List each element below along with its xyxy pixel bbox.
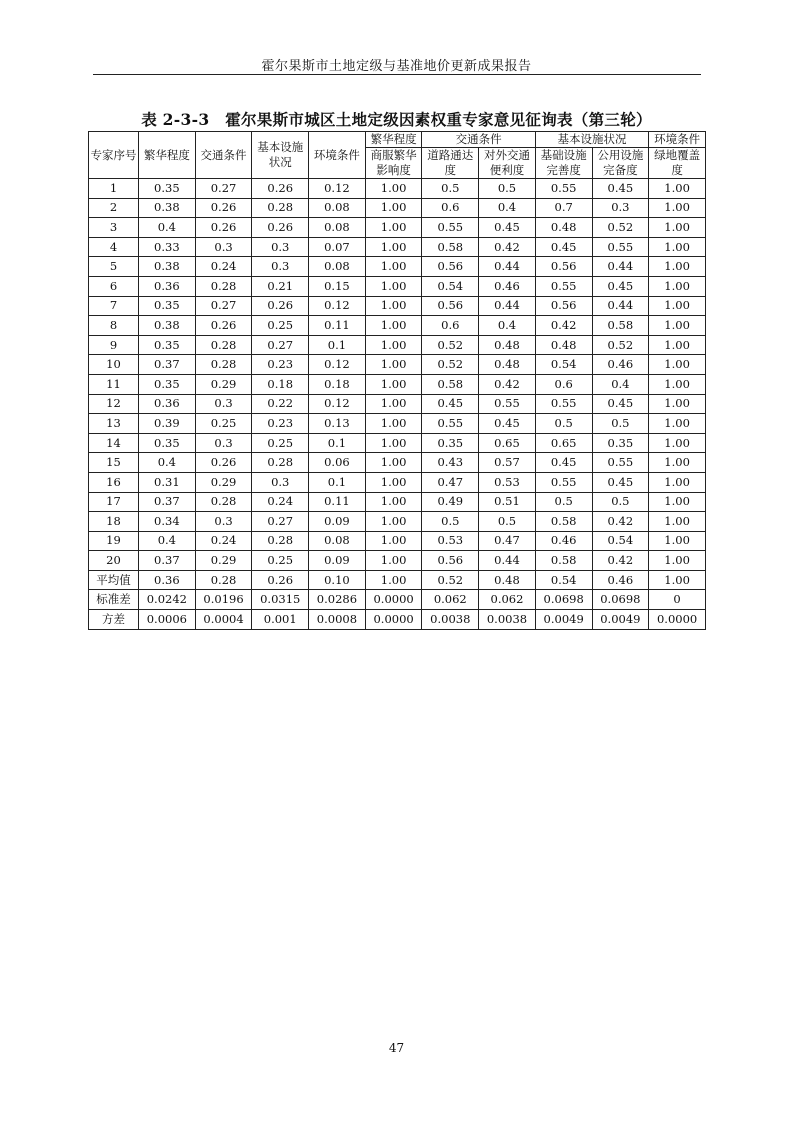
table-cell: 0.35 <box>139 179 196 199</box>
table-cell: 0.18 <box>252 374 309 394</box>
table-cell: 0.58 <box>535 512 592 532</box>
table-cell: 0.21 <box>252 276 309 296</box>
table-row <box>89 590 706 610</box>
table-cell: 1.00 <box>365 374 422 394</box>
table-row <box>89 179 706 199</box>
table-cell: 0.26 <box>195 198 252 218</box>
table-cell: 1.00 <box>649 492 706 512</box>
table-cell: 1.00 <box>365 492 422 512</box>
table-cell: 1.00 <box>365 179 422 199</box>
table-cell: 0.46 <box>479 276 536 296</box>
table-cell: 0.47 <box>479 531 536 551</box>
table-cell: 0.4 <box>139 531 196 551</box>
table-cell: 0.23 <box>252 414 309 434</box>
row-label-cell: 2 <box>89 198 139 218</box>
table-cell: 0.11 <box>309 492 366 512</box>
table-row <box>89 218 706 238</box>
group-head-infrastructure: 基本设施状况 <box>535 132 648 148</box>
table-cell: 0.52 <box>592 335 649 355</box>
table-cell: 0.0242 <box>139 590 196 610</box>
table-cell: 0.38 <box>139 257 196 277</box>
table-cell: 0.0196 <box>195 590 252 610</box>
table-cell: 0.4 <box>139 218 196 238</box>
table-cell: 1.00 <box>365 355 422 375</box>
table-cell: 0.0000 <box>649 610 706 630</box>
table-cell: 0.0038 <box>479 610 536 630</box>
table-cell: 0.52 <box>422 570 479 590</box>
sub-head-commercial: 商服繁华影响度 <box>365 148 422 179</box>
table-row <box>89 316 706 336</box>
table-cell: 0.08 <box>309 198 366 218</box>
table-cell: 1.00 <box>649 414 706 434</box>
row-label-cell: 15 <box>89 453 139 473</box>
table-cell: 0.0698 <box>535 590 592 610</box>
table-cell: 0.54 <box>535 570 592 590</box>
row-label-cell: 4 <box>89 237 139 257</box>
table-cell: 0.58 <box>422 374 479 394</box>
table-cell: 0.4 <box>139 453 196 473</box>
table-row <box>89 355 706 375</box>
table-cell: 0.09 <box>309 512 366 532</box>
table-cell: 0.48 <box>479 355 536 375</box>
table-cell: 0.062 <box>479 590 536 610</box>
table-cell: 1.00 <box>649 276 706 296</box>
table-cell: 0.24 <box>195 531 252 551</box>
table-cell: 0.35 <box>139 335 196 355</box>
table-cell: 0.38 <box>139 316 196 336</box>
table-cell: 0.55 <box>535 276 592 296</box>
table-cell: 0.55 <box>535 179 592 199</box>
table-cell: 0.37 <box>139 551 196 571</box>
table-cell: 0.6 <box>422 198 479 218</box>
table-cell: 0.28 <box>195 276 252 296</box>
table-cell: 0.56 <box>422 296 479 316</box>
table-cell: 0.12 <box>309 179 366 199</box>
table-cell: 0.12 <box>309 355 366 375</box>
table-cell: 0.42 <box>592 512 649 532</box>
row-label-cell: 13 <box>89 414 139 434</box>
table-cell: 0.45 <box>479 414 536 434</box>
table-cell: 0.37 <box>139 492 196 512</box>
table-cell: 0.44 <box>479 257 536 277</box>
sub-head-road-access: 道路通达度 <box>422 148 479 179</box>
table-cell: 0.52 <box>422 355 479 375</box>
table-cell: 0.26 <box>195 453 252 473</box>
row-label-cell: 19 <box>89 531 139 551</box>
table-cell: 0.39 <box>139 414 196 434</box>
table-cell: 0.45 <box>592 394 649 414</box>
table-cell: 1.00 <box>649 335 706 355</box>
table-cell: 1.00 <box>649 570 706 590</box>
table-cell: 0.56 <box>422 551 479 571</box>
table-cell: 0.0008 <box>309 610 366 630</box>
table-cell: 0.58 <box>422 237 479 257</box>
row-label-cell: 1 <box>89 179 139 199</box>
table-cell: 0.48 <box>535 335 592 355</box>
table-cell: 1.00 <box>649 394 706 414</box>
table-cell: 0.28 <box>195 355 252 375</box>
table-row <box>89 394 706 414</box>
table-cell: 1.00 <box>649 316 706 336</box>
row-label-cell: 5 <box>89 257 139 277</box>
table-cell: 1.00 <box>365 296 422 316</box>
table-cell: 0.0698 <box>592 590 649 610</box>
table-cell: 0.52 <box>422 335 479 355</box>
table-cell: 0.0000 <box>365 610 422 630</box>
table-cell: 0.28 <box>252 453 309 473</box>
table-cell: 0.0049 <box>535 610 592 630</box>
table-cell: 0.3 <box>195 237 252 257</box>
row-label-cell: 14 <box>89 433 139 453</box>
table-cell: 0.56 <box>422 257 479 277</box>
table-cell: 0.3 <box>195 512 252 532</box>
table-row <box>89 335 706 355</box>
table-cell: 0.4 <box>479 198 536 218</box>
table-cell: 0.24 <box>252 492 309 512</box>
table-cell: 1.00 <box>649 179 706 199</box>
table-cell: 0.54 <box>592 531 649 551</box>
table-cell: 0.3 <box>592 198 649 218</box>
table-cell: 0.5 <box>535 414 592 434</box>
table-cell: 0.45 <box>535 453 592 473</box>
table-cell: 0.57 <box>479 453 536 473</box>
table-cell: 0.53 <box>422 531 479 551</box>
table-cell: 1.00 <box>365 453 422 473</box>
table-row <box>89 531 706 551</box>
table-cell: 0.1 <box>309 335 366 355</box>
table-cell: 1.00 <box>365 257 422 277</box>
table-cell: 0.24 <box>195 257 252 277</box>
table-cell: 0.28 <box>195 570 252 590</box>
table-cell: 0.27 <box>195 296 252 316</box>
table-cell: 0.29 <box>195 551 252 571</box>
table-cell: 0.45 <box>479 218 536 238</box>
table-cell: 0.44 <box>592 257 649 277</box>
table-cell: 0.22 <box>252 394 309 414</box>
table-cell: 0.5 <box>535 492 592 512</box>
table-cell: 0.35 <box>139 374 196 394</box>
table-cell: 0.06 <box>309 453 366 473</box>
table-cell: 0.44 <box>479 551 536 571</box>
table-cell: 0.35 <box>139 296 196 316</box>
table-cell: 1.00 <box>649 472 706 492</box>
table-cell: 0.27 <box>252 512 309 532</box>
table-cell: 0.53 <box>479 472 536 492</box>
table-cell: 0.28 <box>252 531 309 551</box>
table-cell: 1.00 <box>365 335 422 355</box>
table-cell: 0.09 <box>309 551 366 571</box>
table-cell: 0.27 <box>195 179 252 199</box>
table-cell: 0.11 <box>309 316 366 336</box>
running-header: 霍尔果斯市土地定级与基准地价更新成果报告 <box>261 59 532 74</box>
sub-head-public-facilities: 公用设施完备度 <box>592 148 649 179</box>
table-cell: 0.08 <box>309 218 366 238</box>
expert-weight-table <box>88 131 706 630</box>
table-cell: 0.3 <box>252 472 309 492</box>
table-cell: 0.65 <box>535 433 592 453</box>
table-row <box>89 374 706 394</box>
table-cell: 0.55 <box>535 472 592 492</box>
table-cell: 0.46 <box>592 570 649 590</box>
row-label-cell: 18 <box>89 512 139 532</box>
table-cell: 0.13 <box>309 414 366 434</box>
table-cell: 0.4 <box>592 374 649 394</box>
table-cell: 0.23 <box>252 355 309 375</box>
table-cell: 0.25 <box>252 433 309 453</box>
table-cell: 0.15 <box>309 276 366 296</box>
table-cell: 0.0315 <box>252 590 309 610</box>
table-cell: 1.00 <box>649 257 706 277</box>
table-cell: 0.5 <box>422 512 479 532</box>
col-head-prosperity: 繁华程度 <box>139 132 196 179</box>
table-cell: 0.4 <box>479 316 536 336</box>
sub-head-green-coverage: 绿地覆盖度 <box>649 148 706 179</box>
table-cell: 0.001 <box>252 610 309 630</box>
table-cell: 0.3 <box>252 237 309 257</box>
table-row <box>89 472 706 492</box>
table-cell: 1.00 <box>365 433 422 453</box>
table-cell: 0.5 <box>479 179 536 199</box>
table-cell: 0.12 <box>309 296 366 316</box>
table-cell: 0.36 <box>139 394 196 414</box>
table-cell: 0.45 <box>535 237 592 257</box>
table-cell: 0.3 <box>252 257 309 277</box>
header-row-top <box>89 132 706 148</box>
sub-head-external-traffic: 对外交通便利度 <box>479 148 536 179</box>
table-cell: 0.5 <box>592 414 649 434</box>
table-cell: 0.26 <box>252 296 309 316</box>
table-cell: 0.12 <box>309 394 366 414</box>
row-label-cell: 10 <box>89 355 139 375</box>
table-body <box>89 179 706 630</box>
row-label-cell: 11 <box>89 374 139 394</box>
table-cell: 1.00 <box>649 374 706 394</box>
table-cell: 0.31 <box>139 472 196 492</box>
table-cell: 0.36 <box>139 276 196 296</box>
table-cell: 1.00 <box>649 296 706 316</box>
row-label-cell: 17 <box>89 492 139 512</box>
table-cell: 0.43 <box>422 453 479 473</box>
table-cell: 1.00 <box>365 472 422 492</box>
table-cell: 0.1 <box>309 433 366 453</box>
table-cell: 1.00 <box>365 276 422 296</box>
table-cell: 0.7 <box>535 198 592 218</box>
table-cell: 0.6 <box>535 374 592 394</box>
table-row <box>89 492 706 512</box>
group-head-environment: 环境条件 <box>649 132 706 148</box>
table-cell: 0.56 <box>535 257 592 277</box>
table-cell: 0.6 <box>422 316 479 336</box>
table-cell: 0.55 <box>422 218 479 238</box>
header-rule <box>93 74 701 75</box>
table-cell: 0.48 <box>479 570 536 590</box>
table-cell: 0.58 <box>592 316 649 336</box>
table-cell: 1.00 <box>649 355 706 375</box>
table-cell: 0.35 <box>139 433 196 453</box>
row-label-cell: 3 <box>89 218 139 238</box>
row-label-cell: 6 <box>89 276 139 296</box>
table-cell: 0.37 <box>139 355 196 375</box>
col-head-traffic: 交通条件 <box>195 132 252 179</box>
table-row <box>89 296 706 316</box>
row-label-cell: 16 <box>89 472 139 492</box>
row-label-cell: 平均值 <box>89 570 139 590</box>
table-cell: 0.35 <box>592 433 649 453</box>
table-cell: 1.00 <box>365 394 422 414</box>
table-cell: 0.25 <box>252 551 309 571</box>
table-cell: 0.26 <box>252 179 309 199</box>
table-row <box>89 453 706 473</box>
table-cell: 0.46 <box>592 355 649 375</box>
table-cell: 0.26 <box>252 570 309 590</box>
table-cell: 0.42 <box>592 551 649 571</box>
table-cell: 1.00 <box>649 531 706 551</box>
group-head-prosperity: 繁华程度 <box>365 132 422 148</box>
group-head-traffic: 交通条件 <box>422 132 535 148</box>
table-cell: 1.00 <box>649 551 706 571</box>
table-cell: 1.00 <box>649 198 706 218</box>
table-title: 表 2-3-3 霍尔果斯市城区土地定级因素权重专家意见征询表（第三轮） <box>141 110 652 129</box>
table-row <box>89 198 706 218</box>
row-label-cell: 12 <box>89 394 139 414</box>
table-row <box>89 570 706 590</box>
table-cell: 0.54 <box>535 355 592 375</box>
table-cell: 0.45 <box>592 179 649 199</box>
col-head-environment: 环境条件 <box>309 132 366 179</box>
table-cell: 0.3 <box>195 394 252 414</box>
table-cell: 1.00 <box>649 512 706 532</box>
table-cell: 0.26 <box>195 316 252 336</box>
table-cell: 0.47 <box>422 472 479 492</box>
table-row <box>89 257 706 277</box>
table-cell: 0.26 <box>195 218 252 238</box>
table-cell: 0.10 <box>309 570 366 590</box>
table-cell: 0.25 <box>252 316 309 336</box>
table-cell: 0.0000 <box>365 590 422 610</box>
table-row <box>89 512 706 532</box>
table-cell: 1.00 <box>649 237 706 257</box>
table-cell: 0.51 <box>479 492 536 512</box>
table-cell: 0.65 <box>479 433 536 453</box>
table-header <box>89 132 706 179</box>
table-cell: 1.00 <box>649 218 706 238</box>
table-cell: 0.29 <box>195 472 252 492</box>
table-cell: 0.56 <box>535 296 592 316</box>
table-row <box>89 551 706 571</box>
row-label-cell: 方差 <box>89 610 139 630</box>
col-head-expert-no: 专家序号 <box>89 132 139 179</box>
table-cell: 1.00 <box>365 316 422 336</box>
table-cell: 0.48 <box>535 218 592 238</box>
table-cell: 0.45 <box>422 394 479 414</box>
table-cell: 0.5 <box>479 512 536 532</box>
table-row <box>89 610 706 630</box>
table-cell: 0.45 <box>592 472 649 492</box>
table-cell: 0.58 <box>535 551 592 571</box>
page-number: 47 <box>388 1041 405 1055</box>
table-cell: 0.55 <box>535 394 592 414</box>
table-cell: 0.29 <box>195 374 252 394</box>
table-cell: 0.18 <box>309 374 366 394</box>
row-label-cell: 7 <box>89 296 139 316</box>
table-cell: 0.0004 <box>195 610 252 630</box>
table-cell: 0.49 <box>422 492 479 512</box>
table-cell: 0.34 <box>139 512 196 532</box>
table-cell: 0.08 <box>309 257 366 277</box>
table-cell: 0.26 <box>252 218 309 238</box>
table-cell: 0.5 <box>592 492 649 512</box>
table-cell: 0.1 <box>309 472 366 492</box>
table-cell: 0.42 <box>479 374 536 394</box>
table-cell: 0.28 <box>195 335 252 355</box>
table-cell: 0.33 <box>139 237 196 257</box>
table-cell: 0.55 <box>592 237 649 257</box>
table-row <box>89 237 706 257</box>
table-cell: 1.00 <box>649 453 706 473</box>
row-label-cell: 8 <box>89 316 139 336</box>
table-cell: 0.36 <box>139 570 196 590</box>
table-cell: 0.55 <box>479 394 536 414</box>
table-cell: 0.42 <box>535 316 592 336</box>
table-cell: 1.00 <box>365 237 422 257</box>
table-cell: 0.28 <box>252 198 309 218</box>
row-label-cell: 9 <box>89 335 139 355</box>
table-cell: 0.35 <box>422 433 479 453</box>
table-cell: 0.27 <box>252 335 309 355</box>
table-cell: 0.062 <box>422 590 479 610</box>
table-cell: 0.0049 <box>592 610 649 630</box>
table-cell: 0.3 <box>195 433 252 453</box>
table-row <box>89 276 706 296</box>
table-cell: 0.52 <box>592 218 649 238</box>
table-cell: 1.00 <box>365 551 422 571</box>
table-row <box>89 414 706 434</box>
row-label-cell: 标准差 <box>89 590 139 610</box>
table-cell: 0.45 <box>592 276 649 296</box>
table-cell: 1.00 <box>365 570 422 590</box>
row-label-cell: 20 <box>89 551 139 571</box>
table-cell: 0.46 <box>535 531 592 551</box>
table-cell: 0.07 <box>309 237 366 257</box>
table-cell: 1.00 <box>365 218 422 238</box>
table-cell: 0.0038 <box>422 610 479 630</box>
table-cell: 0.28 <box>195 492 252 512</box>
table-cell: 0.55 <box>592 453 649 473</box>
table-cell: 0.55 <box>422 414 479 434</box>
table-cell: 0.5 <box>422 179 479 199</box>
table-cell: 0.48 <box>479 335 536 355</box>
table-cell: 0.08 <box>309 531 366 551</box>
table-cell: 0.44 <box>479 296 536 316</box>
table-cell: 1.00 <box>365 198 422 218</box>
table-cell: 1.00 <box>365 414 422 434</box>
sub-head-basic-facilities: 基础设施完善度 <box>535 148 592 179</box>
table-cell: 0.44 <box>592 296 649 316</box>
table-cell: 1.00 <box>365 512 422 532</box>
table-cell: 1.00 <box>365 531 422 551</box>
table-cell: 0.38 <box>139 198 196 218</box>
table-cell: 0.0286 <box>309 590 366 610</box>
table-cell: 0.42 <box>479 237 536 257</box>
table-cell: 1.00 <box>649 433 706 453</box>
table-cell: 0.0006 <box>139 610 196 630</box>
table-row <box>89 433 706 453</box>
table-cell: 0.25 <box>195 414 252 434</box>
table-cell: 0 <box>649 590 706 610</box>
table-cell: 0.54 <box>422 276 479 296</box>
col-head-infrastructure: 基本设施状况 <box>252 132 309 179</box>
